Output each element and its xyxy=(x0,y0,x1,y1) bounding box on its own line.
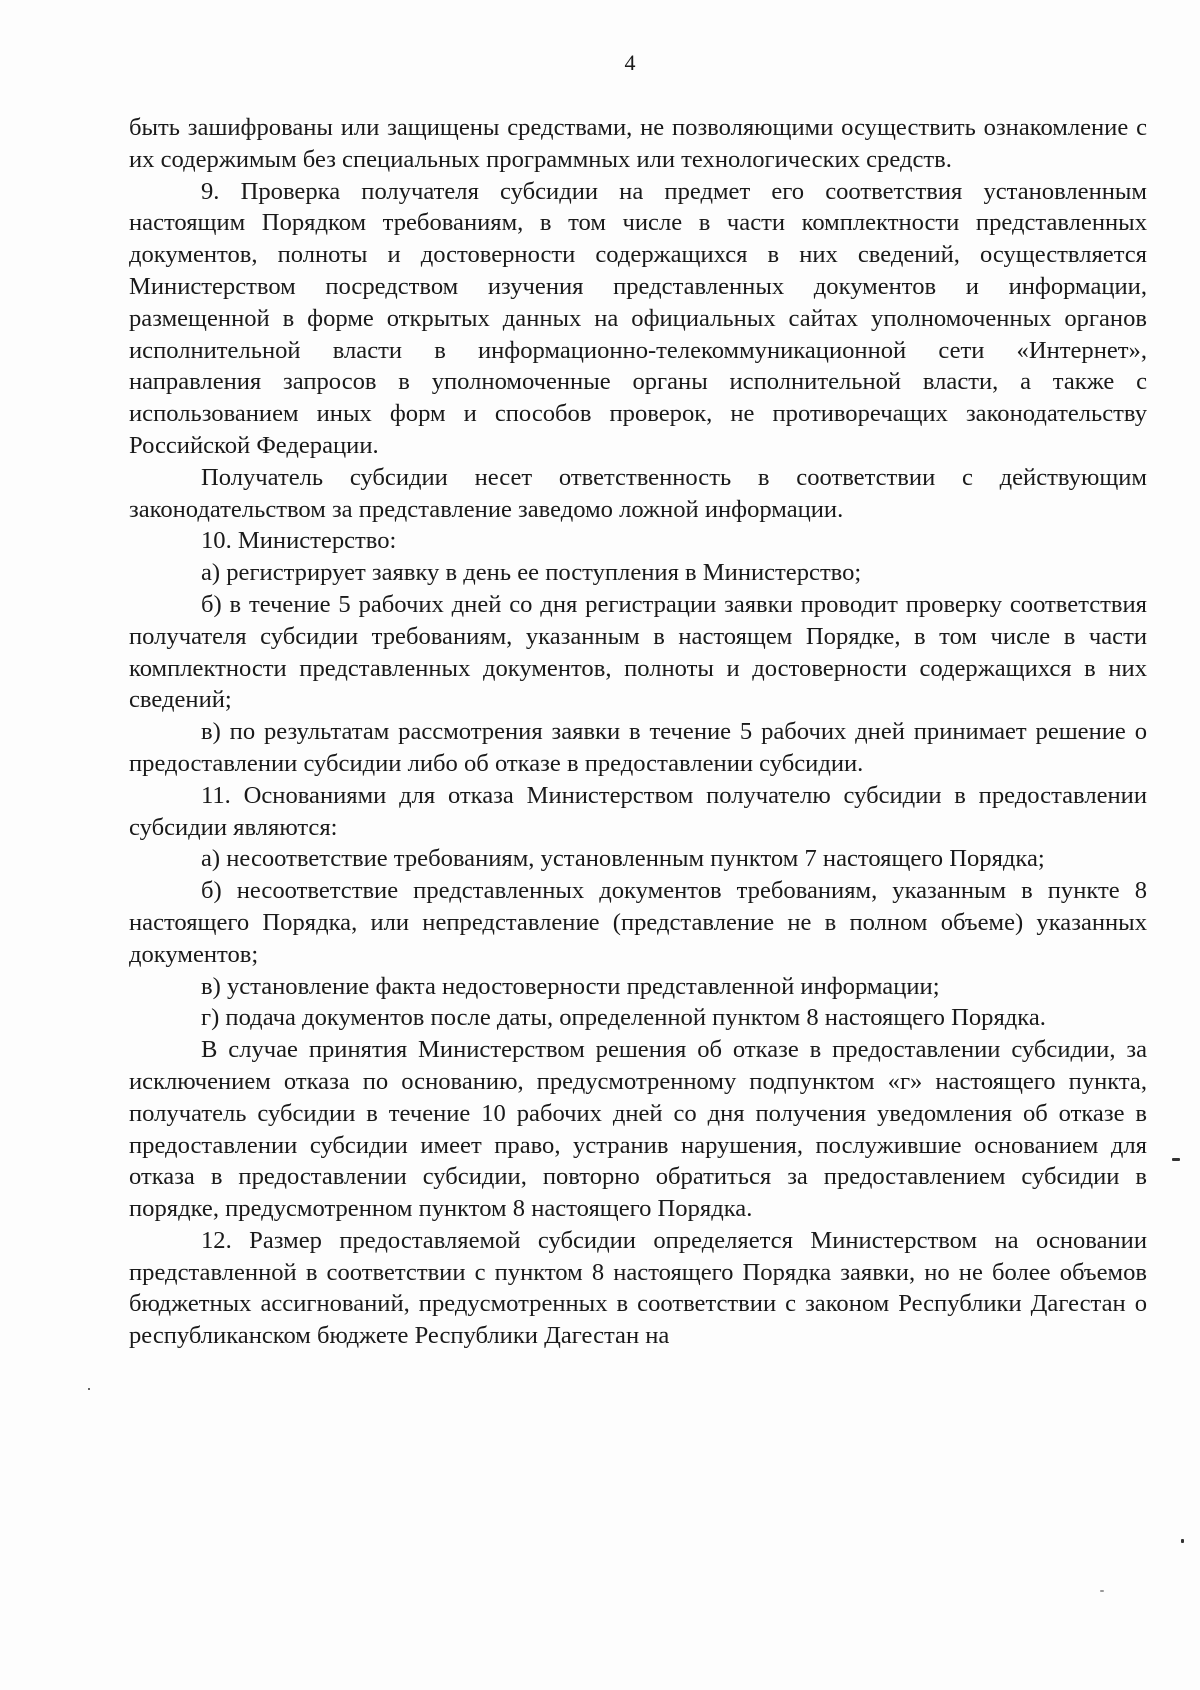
paragraph-item-10v: в) по результатам рассмотрения заявки в течение 5 рабочих дней принимает решение о предоставлении субсидии либо об отказе в предоставлении субсидии. xyxy=(129,718,1147,777)
scan-speck xyxy=(1172,1158,1180,1161)
paragraph-item-11b: б) несоответствие представленных документов требованиям, указанным в пункте 8 настоящего Порядка, или непредставление (представление не в полном объеме) указанных документов; xyxy=(129,877,1147,968)
paragraph-item-10b: б) в течение 5 рабочих дней со дня регистрации заявки проводит проверку соответствия получателя субсидии требованиям, указанным в настоящем Порядке, в том числе в части комплектности представленных документов, полноты и достоверности содержащихся в них сведений; xyxy=(129,590,1147,714)
paragraph-item-11g: г) подача документов после даты, определенной пунктом 8 настоящего Порядка. xyxy=(201,1004,1046,1032)
paragraph-item-10: 10. Министерство: xyxy=(201,527,397,555)
paragraph-responsibility: Получатель субсидии несет ответственность в соответствии с действующим законодательством за представление заведомо ложной информации. xyxy=(129,463,1147,523)
paragraph-continuation: быть зашифрованы или защищены средствами, не позволяющими осуществить ознакомление с их содержимым без специальных программных или технологических средств. xyxy=(129,114,1147,173)
scan-speck xyxy=(1100,1590,1104,1592)
scan-speck xyxy=(88,1388,90,1390)
paragraph-item-11: 11. Основаниями для отказа Министерством получателю субсидии в предоставлении субсидии являются: xyxy=(129,781,1147,841)
paragraph-item-11a: а) несоответствие требованиям, установленным пунктом 7 настоящего Порядка; xyxy=(201,845,1045,873)
paragraph-item-12: 12. Размер предоставляемой субсидии определяется Министерством на основании представленной в соответствии с пунктом 8 настоящего Порядка заявки, но не более объемов бюджетных ассигнований, предусмотренных в соответствии с законом Республики Дагестан о республиканском бюджете Республики Дагестан на xyxy=(129,1226,1147,1350)
document-body xyxy=(129,112,1147,1352)
paragraph-refusal-case: В случае принятия Министерством решения об отказе в предоставлении субсидии, за исключением отказа по основанию, предусмотренному подпунктом «г» настоящего пункта, получатель субсидии в течение 10 рабочих дней со дня получения уведомления об отказе в предоставлении субсидии имеет право, устранив нарушения, послужившие основанием для отказа в предоставлении субсидии, повторно обратиться за предоставлением субсидии в порядке, предусмотренном пунктом 8 настоящего Порядка. xyxy=(129,1036,1147,1223)
paragraph-item-9: 9. Проверка получателя субсидии на предмет его соответствия установленным настоящим Порядком требованиям, в том числе в части комплектности представленных документов, полноты и достоверности содержащихся в них сведений, осуществляется Министерством посредством изучения представленных документов и информации, размещенной в форме открытых данных на официальных сайтах уполномоченных органов исполнительной власти в информационно-телекоммуникационной сети «Интернет», направления запросов в уполномоченные органы исполнительной власти, а также с использованием иных форм и способов проверок, не противоречащих законодательству Российской Федерации. xyxy=(129,177,1147,459)
scan-speck xyxy=(1181,1539,1184,1543)
page-number: 4 xyxy=(624,50,636,75)
paragraph-item-11v: в) установление факта недостоверности представленной информации; xyxy=(201,972,940,1000)
paragraph-item-10a: а) регистрирует заявку в день ее поступления в Министерство; xyxy=(201,559,862,587)
